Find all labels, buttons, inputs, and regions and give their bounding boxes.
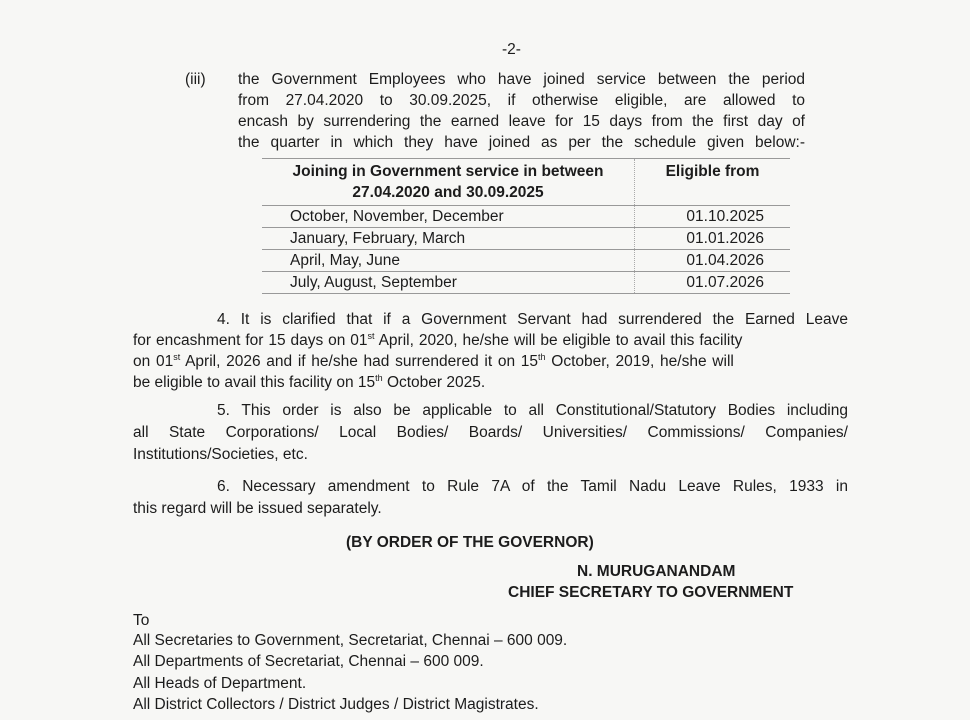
- para5-line: all State Corporations/ Local Bodies/ Boards/ Universities/ Commissions/ Companies/: [133, 424, 848, 441]
- item-line: encash by surrendering the earned leave for 15 days from the first day of: [238, 113, 805, 130]
- cell-quarter: April, May, June: [262, 250, 635, 272]
- cell-date: 01.07.2026: [635, 272, 791, 294]
- table-header-row: [262, 159, 790, 206]
- para4-line: for encashment for 15 days on 01st April, 2020, he/she will be eligible to avail this facility: [133, 331, 743, 349]
- recipient: All Departments of Secretariat, Chennai – 600 009.: [133, 653, 484, 670]
- cell-date: 01.10.2025: [635, 206, 791, 228]
- recipient: All District Collectors / District Judges / District Magistrates.: [133, 696, 539, 713]
- recipient: All Secretaries to Government, Secretariat, Chennai – 600 009.: [133, 632, 568, 649]
- para4-line: 4. It is clarified that if a Government Servant had surrendered the Earned Leave: [217, 311, 848, 328]
- table-row: [262, 228, 790, 250]
- cell-date: 01.01.2026: [635, 228, 791, 250]
- to-label: To: [133, 612, 150, 629]
- para4-line: be eligible to avail this facility on 15th October 2025.: [133, 373, 486, 391]
- cell-date: 01.04.2026: [635, 250, 791, 272]
- para4-line: on 01st April, 2026 and if he/she had surrendered it on 15th October, 2019, he/she will: [133, 352, 734, 370]
- column-header-joining: Joining in Government service in between 27.04.2020 and 30.09.2025: [262, 159, 635, 206]
- cell-quarter: January, February, March: [262, 228, 635, 250]
- signatory-name: N. MURUGANANDAM: [577, 563, 736, 580]
- cell-quarter: July, August, September: [262, 272, 635, 294]
- item-marker: (iii): [185, 71, 206, 88]
- table-row: [262, 250, 790, 272]
- table-row: [262, 206, 790, 228]
- recipient: All Heads of Department.: [133, 675, 307, 692]
- item-line: from 27.04.2020 to 30.09.2025, if otherwise eligible, are allowed to: [238, 92, 805, 109]
- table-row: [262, 272, 790, 294]
- para6-line: 6. Necessary amendment to Rule 7A of the Tamil Nadu Leave Rules, 1933 in: [217, 478, 848, 495]
- eligibility-table: [262, 158, 790, 294]
- para5-line: Institutions/Societies, etc.: [133, 446, 308, 463]
- para5-line: 5. This order is also be applicable to all Constitutional/Statutory Bodies including: [217, 402, 848, 419]
- cell-quarter: October, November, December: [262, 206, 635, 228]
- order-line: (BY ORDER OF THE GOVERNOR): [346, 534, 594, 551]
- item-line: the Government Employees who have joined service between the period: [238, 71, 805, 88]
- signatory-title: CHIEF SECRETARY TO GOVERNMENT: [508, 584, 794, 601]
- page-number: -2-: [502, 41, 521, 58]
- column-header-eligible: Eligible from: [635, 159, 791, 206]
- para6-line: this regard will be issued separately.: [133, 500, 382, 517]
- item-line: the quarter in which they have joined as per the schedule given below:-: [238, 134, 805, 151]
